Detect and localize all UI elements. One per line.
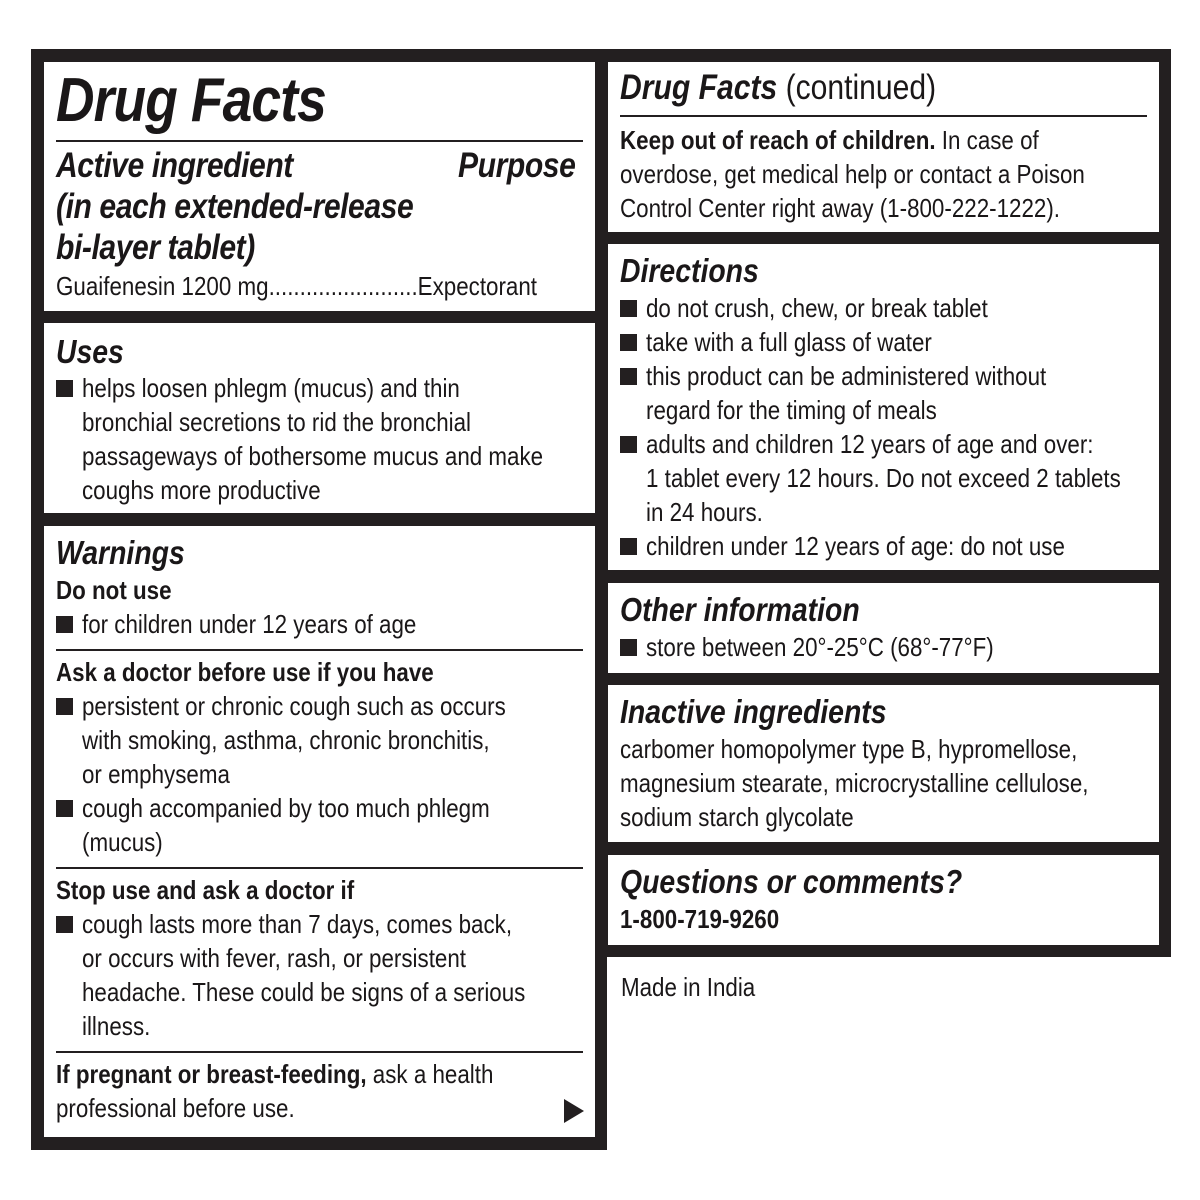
divider xyxy=(56,1051,583,1053)
bullet-square-icon xyxy=(620,300,637,317)
other-information-panel xyxy=(608,583,1159,673)
made-in-country: Made in India xyxy=(621,972,756,1002)
bullet-square-icon xyxy=(620,639,637,656)
inactive-ingredients-list: carbomer homopolymer type B, hypromellose, magnesium stearate, microcrystalline cellulose, sodium starch glycolate xyxy=(620,734,1089,832)
bullet-square-icon xyxy=(620,436,637,453)
divider xyxy=(56,649,583,651)
purpose-heading: Purpose xyxy=(458,146,576,185)
drug-facts-title: Drug Facts xyxy=(56,66,326,135)
inactive-ingredients-heading: Inactive ingredients xyxy=(620,693,887,730)
pregnant-warning: If pregnant or breast-feeding, ask a health professional before use. xyxy=(56,1059,494,1123)
directions-heading: Directions xyxy=(620,252,759,289)
directions-item: children under 12 years of age: do not use xyxy=(620,529,1160,563)
other-information-item: store between 20°-25°C (68°-77°F) xyxy=(620,630,1160,664)
bullet-square-icon xyxy=(620,538,637,555)
continue-arrow-icon xyxy=(564,1099,584,1123)
divider xyxy=(620,115,1147,117)
continued-title: Drug Facts (continued) xyxy=(620,68,937,107)
questions-phone: 1-800-719-9260 xyxy=(620,904,780,934)
questions-panel xyxy=(608,855,1159,945)
leader-dots: ........................ xyxy=(268,271,418,301)
other-information-heading: Other information xyxy=(620,591,860,628)
directions-item: adults and children 12 years of age and over: 1 tablet every 12 hours. Do not exceed 2 tablets in 24 hours. xyxy=(620,427,1160,529)
bullet-square-icon xyxy=(56,380,73,397)
divider xyxy=(56,140,583,142)
divider xyxy=(56,867,583,869)
keep-out-of-reach: Keep out of reach of children. In case of overdose, get medical help or contact a Poison Control Center right away (1-800-222-1222). xyxy=(620,125,1085,223)
inactive-ingredients-panel xyxy=(608,685,1159,842)
uses-panel xyxy=(44,323,595,513)
directions-panel xyxy=(608,244,1159,570)
stop-use-heading: Stop use and ask a doctor if xyxy=(56,875,355,905)
do-not-use-item: for children under 12 years of age xyxy=(56,607,596,641)
ask-doctor-heading: Ask a doctor before use if you have xyxy=(56,657,434,687)
directions-item: take with a full glass of water xyxy=(620,325,1160,359)
ingredient-purpose: Expectorant xyxy=(417,271,537,301)
continued-panel xyxy=(608,62,1159,232)
bullet-square-icon xyxy=(620,334,637,351)
do-not-use-heading: Do not use xyxy=(56,575,172,605)
uses-heading: Uses xyxy=(56,333,124,370)
active-ingredient-subheading: (in each extended-release xyxy=(56,187,414,226)
ingredient-name: Guaifenesin 1200 mg xyxy=(56,271,269,301)
uses-item: helps loosen phlegm (mucus) and thin bronchial secretions to rid the bronchial passageways of bothersome mucus and make coughs more productive xyxy=(56,371,596,507)
bullet-square-icon xyxy=(56,800,73,817)
ingredient-row xyxy=(56,269,537,303)
drug-facts-header-panel xyxy=(44,62,595,311)
stop-use-item: cough lasts more than 7 days, comes back, or occurs with fever, rash, or persistent headache. These could be signs of a serious illness. xyxy=(56,907,596,1043)
active-ingredient-heading: Active ingredient xyxy=(56,146,293,185)
directions-item: do not crush, chew, or break tablet xyxy=(620,291,1160,325)
warnings-panel xyxy=(44,526,595,1137)
questions-heading: Questions or comments? xyxy=(620,863,963,900)
bullet-square-icon xyxy=(56,916,73,933)
ask-doctor-item: cough accompanied by too much phlegm (mucus) xyxy=(56,791,596,859)
bullet-square-icon xyxy=(56,616,73,633)
bullet-square-icon xyxy=(620,368,637,385)
bullet-square-icon xyxy=(56,698,73,715)
ask-doctor-item: persistent or chronic cough such as occurs with smoking, asthma, chronic bronchitis, or emphysema xyxy=(56,689,596,791)
active-ingredient-subheading-2: bi-layer tablet) xyxy=(56,228,255,267)
directions-item: this product can be administered without regard for the timing of meals xyxy=(620,359,1160,427)
warnings-heading: Warnings xyxy=(56,534,185,571)
